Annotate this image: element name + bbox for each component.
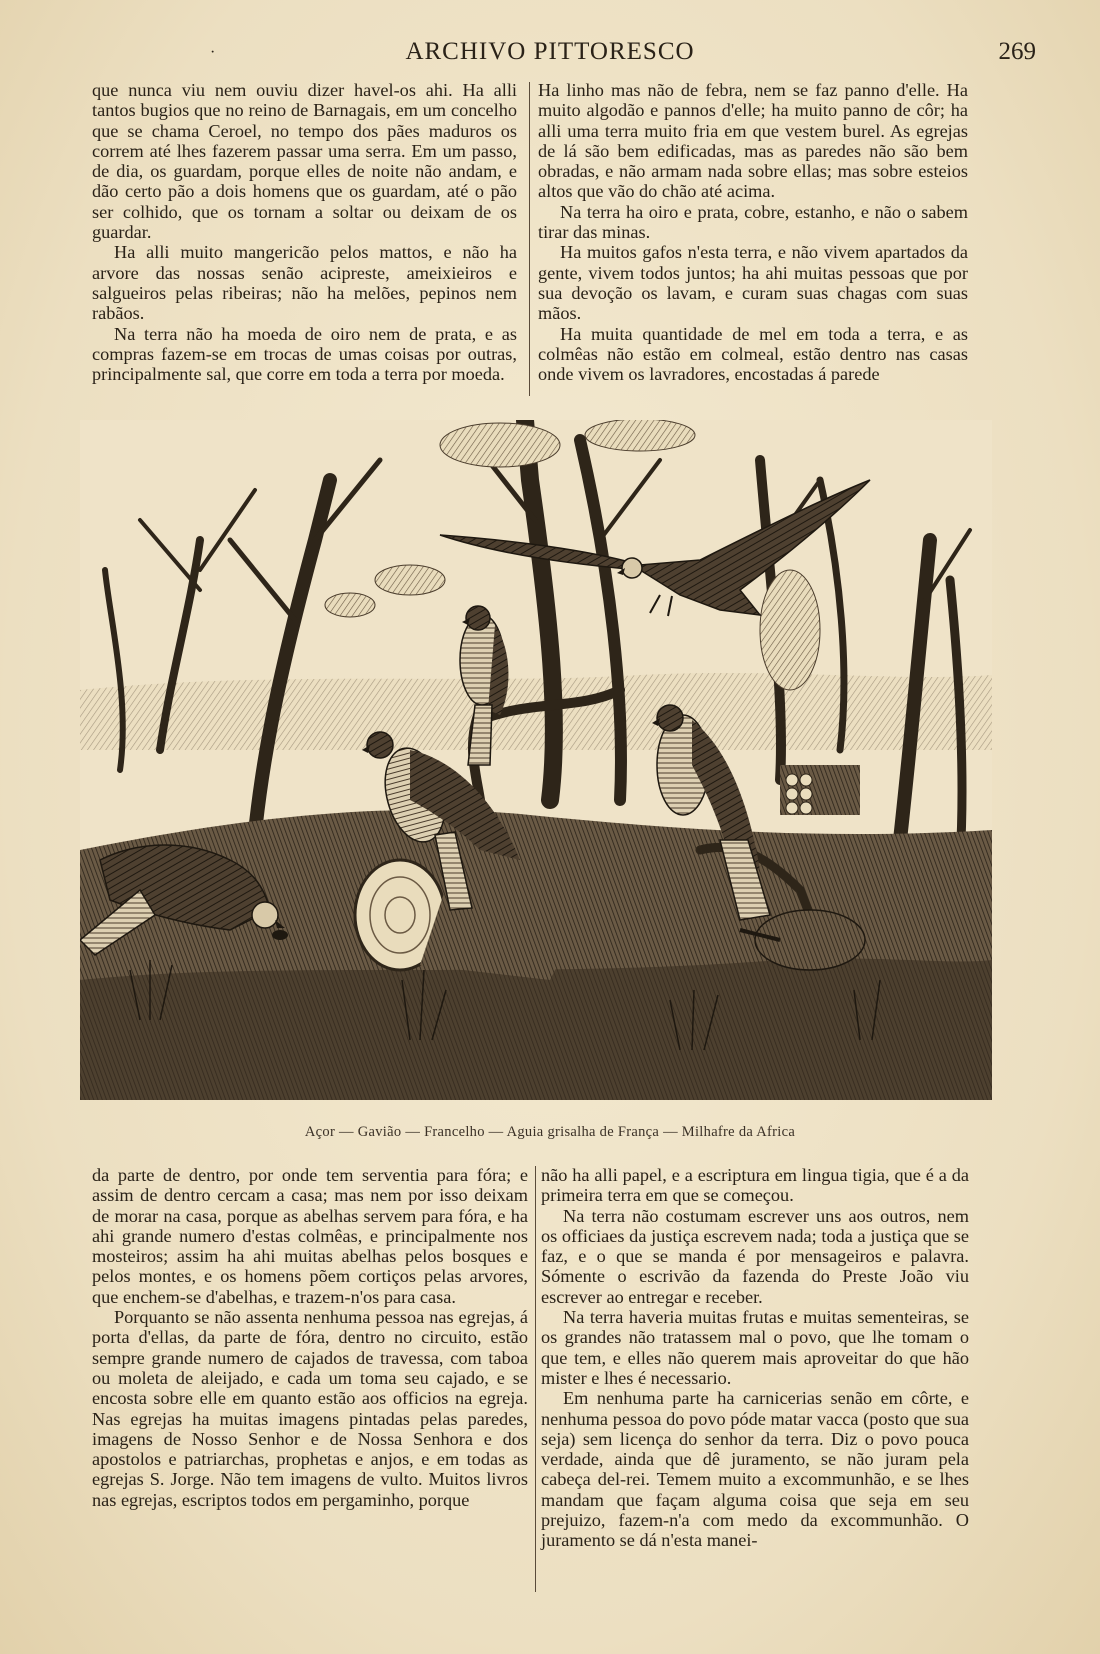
bottom-left-column	[92, 1165, 528, 1595]
top-right-column	[538, 80, 968, 398]
paragraph: Porquanto se não assenta nenhuma pessoa nas egrejas, á porta d'ellas, da parte de fóra, dentro no circuito, estão sempre grande numero de cajados de travessa, com taboa ou moleta de aleijado, e cada um toma seu cajado, e se encosta sobre elle em quanto estão aos officios na egreja. Nas egrejas ha muitas imagens pintadas pelas paredes, imagens de Nosso Senhor e de Nossa Senhora e dos apostolos e patriarchas, prophetas e anjos, e em todas as egrejas S. Jorge. Não tem imagens de vulto. Muitos livros nas egrejas, escriptos todos em pergaminho, porque	[92, 1307, 528, 1510]
page-header-title: ARCHIVO PITTORESCO	[405, 38, 695, 65]
foreground-shadow	[80, 959, 992, 1100]
paragraph: Em nenhuma parte ha carnicerias senão em côrte, e nenhuma pessoa do povo póde matar vacca (posto que sua seja) sem licença do senhor da terra. Diz o povo pouca verdade, ainda que dê juramento, se não juram pela cabeça del-rei. Temem muito a excommunhão, e se lhes mandam que façam alguma coisa que seja em seu prejuizo, fazem-n'a com medo da excommunhão. O juramento se dá n'esta manei-	[541, 1388, 969, 1551]
paragraph: Ha linho mas não de febra, nem se faz panno d'elle. Ha muito algodão e pannos d'elle; ha muito panno de côr; ha alli uma terra muito fria em que vestem burel. As egrejas de lá são bem edificadas, mas as paredes não são bem obradas, e não armam nada sobre ellas; mas sobre esteios altos que vão do chão até acima.	[538, 80, 968, 202]
paragraph: Ha alli muito mangericão pelos mattos, e não ha arvore das nossas senão acipreste, ameixieiros e salgueiros pelas ribeiras; não ha melões, pepinos nem rabãos.	[92, 242, 517, 324]
figure-caption: Açor — Gavião — Francelho — Aguia grisalha de França — Milhafre da Africa	[304, 1124, 796, 1140]
header-dot: ·	[210, 44, 216, 61]
bottom-right-column	[541, 1165, 969, 1595]
column-divider	[535, 1166, 536, 1592]
paragraph: Na terra não ha moeda de oiro nem de prata, e as compras fazem-se em trocas de umas coisas por outras, principalmente sal, que corre em toda a terra por moeda.	[92, 323, 517, 385]
page-number: 269	[998, 38, 1036, 65]
paragraph: não ha alli papel, e a escriptura em lingua tigia, que é a da primeira terra em que se começou.	[541, 1165, 969, 1206]
top-left-column	[92, 80, 517, 398]
paragraph: Ha muita quantidade de mel em toda a terra, e as colmêas não estão em colmeal, estão dentro nas casas onde vivem os lavradores, encostadas á parede	[538, 323, 968, 385]
birds-of-prey-engraving	[80, 420, 992, 1100]
paragraph: Na terra não costumam escrever uns aos outros, nem os officiaes da justiça escrevem nada; toda a justiça que se faz, e o que se manda é por mensageiros e palavra. Sómente o escrivão da fazenda do Preste João viu escrever ao entregar e receber.	[541, 1205, 969, 1307]
woodpile	[780, 765, 860, 815]
paragraph: da parte de dentro, por onde tem serventia para fóra; e assim de dentro cercam a casa; mas nem por isso deixam de morar na casa, porque as abelhas servem para fóra, e ha ahi grande numero d'estas colmêas, e principalmente nos mosteiros; assim ha ahi muitas abelhas pelos bosques e pelos montes, e os homens põem cortiços pelas arvores, que enchem-se d'abelhas, e trazem-n'os para casa.	[92, 1165, 528, 1307]
paragraph: Na terra haveria muitas frutas e muitas sementeiras, se os grandes não tratassem mal o povo, que lhe tomam o que tem, e elles não querem mais aproveitar do que hão mister e lhes é necessario.	[541, 1307, 969, 1388]
column-divider	[529, 82, 530, 396]
paragraph: Ha muitos gafos n'esta terra, e não vivem apartados da gente, vivem todos juntos; ha ahi muitas pessoas que por sua devoção os lavam, e curam suas chagas com suas mãos.	[538, 242, 968, 324]
paragraph: Na terra ha oiro e prata, cobre, estanho, e não o sabem tirar das minas.	[538, 201, 968, 243]
paragraph: que nunca viu nem ouviu dizer havel-os ahi. Ha alli tantos bugios que no reino de Barnagais, em um concelho que se chama Ceroel, no tempo dos pães maduros os correm até lhes fazerem passar uma serra. Em um passo, de dia, os guardam, porque elles de noite não andam, e dão certo pão a dois homens que os guardam, até o pão ser colhido, que os tornam a soltar ou deixam de os guardar.	[92, 80, 517, 243]
